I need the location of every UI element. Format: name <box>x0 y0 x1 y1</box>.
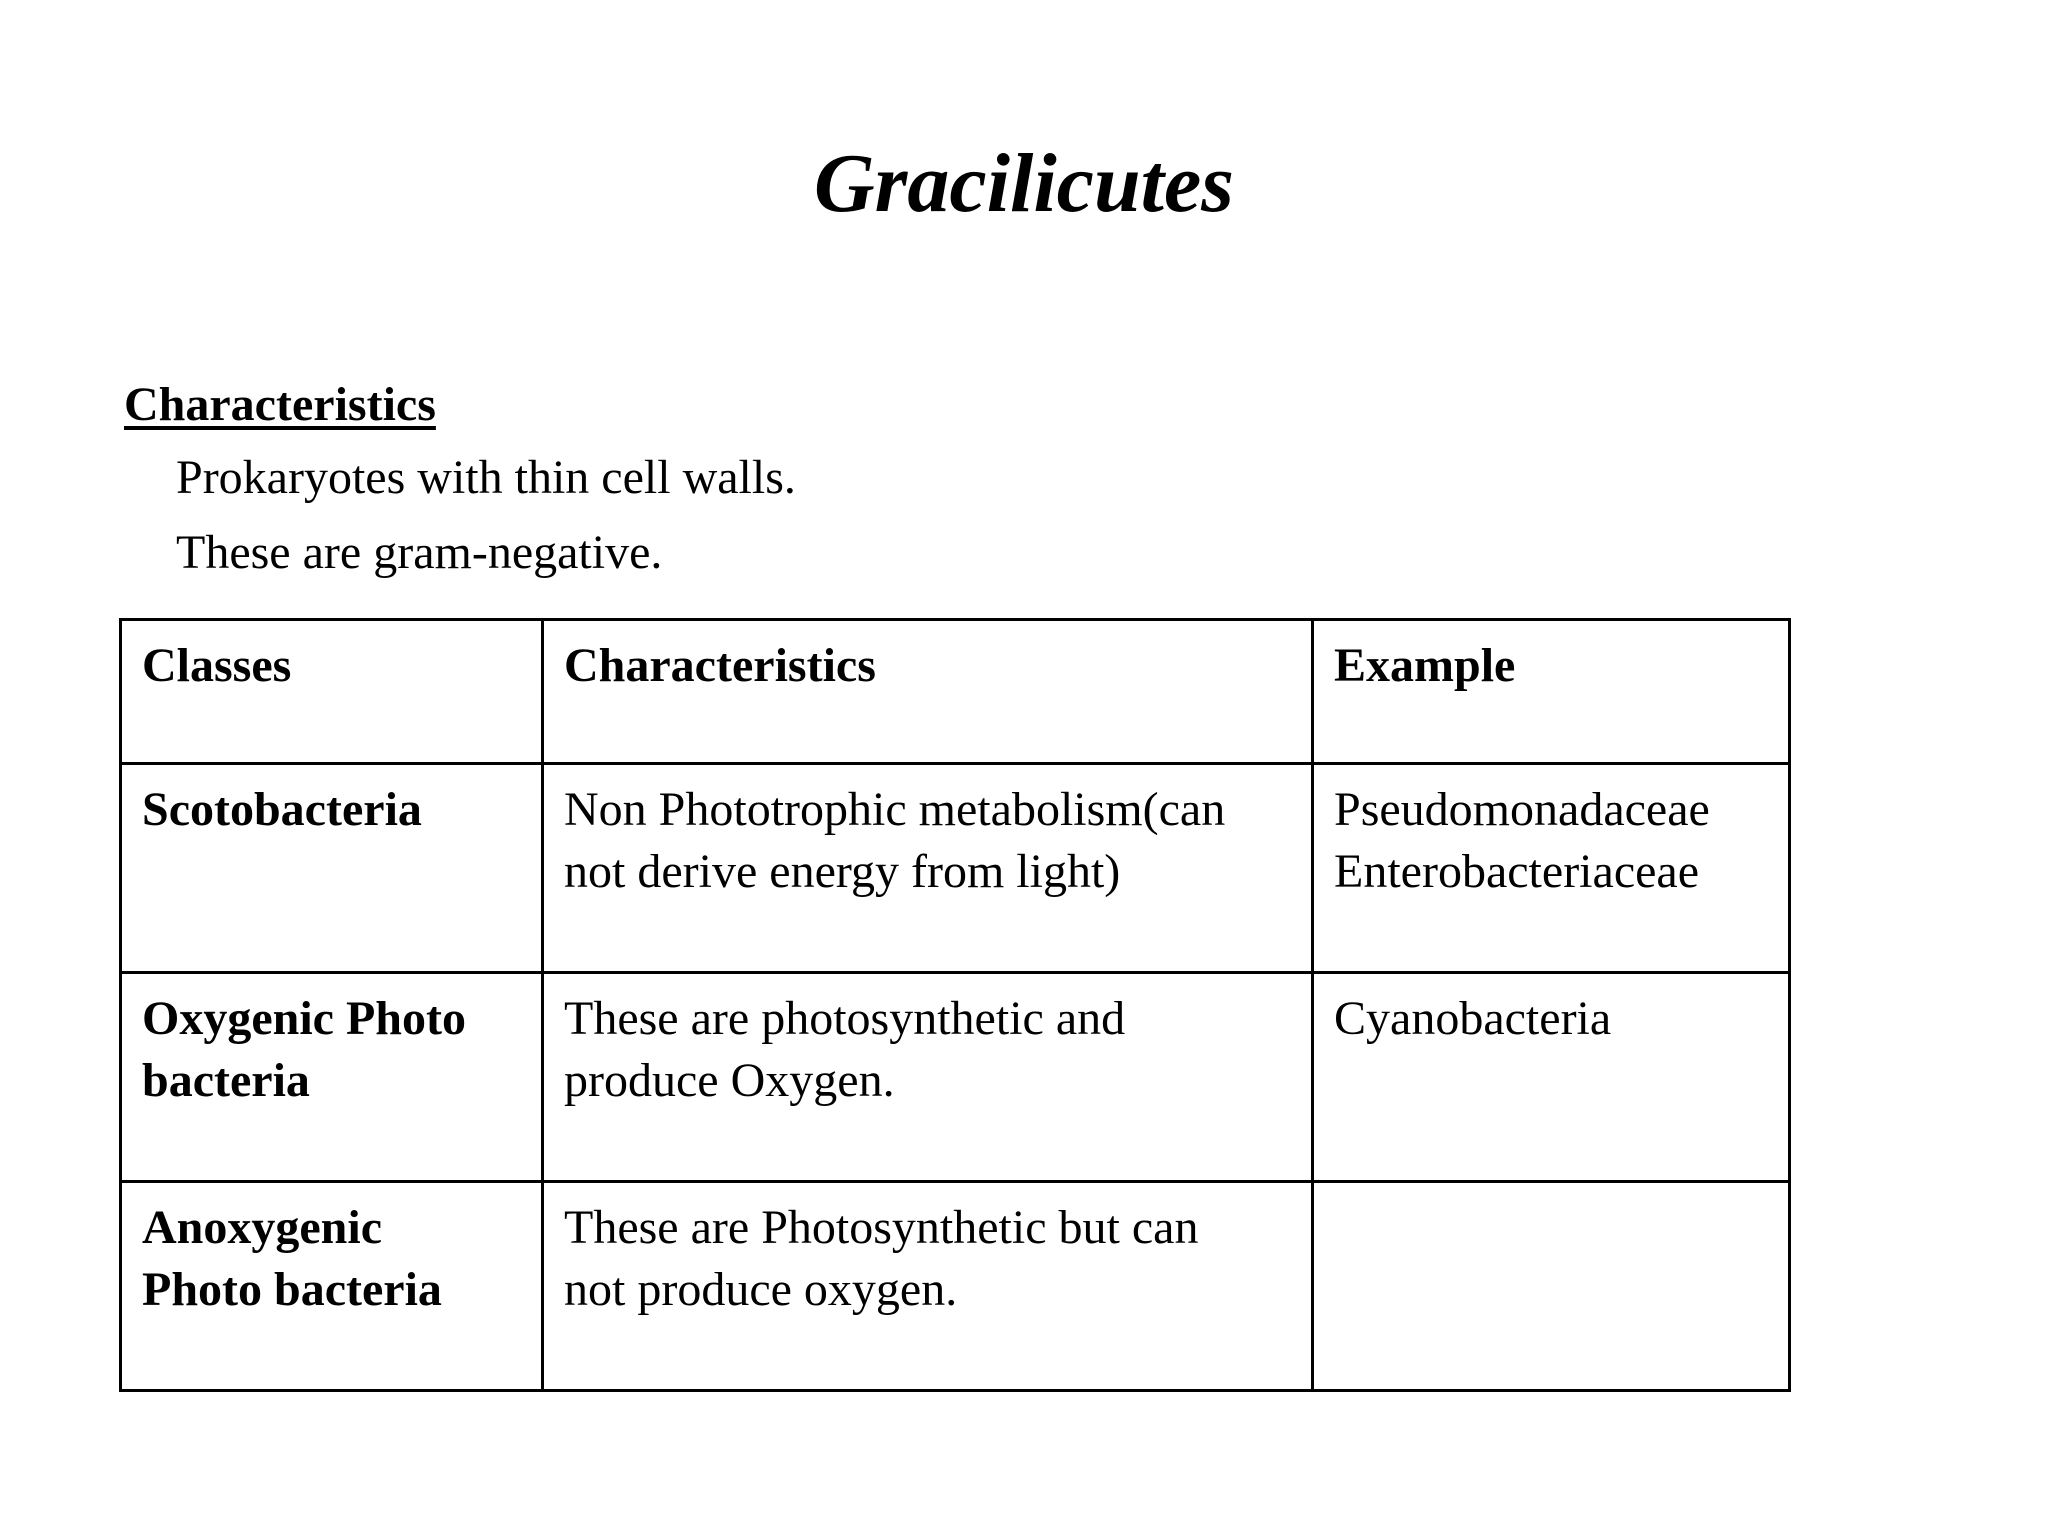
class-name: Photo bacteria <box>142 1263 442 1316</box>
characteristics-text: Non Phototrophic metabolism(can <box>564 783 1226 836</box>
class-name: Scotobacteria <box>142 783 422 836</box>
header-classes: Classes <box>121 620 543 764</box>
class-name: bacteria <box>142 1054 310 1107</box>
example-cell <box>1313 764 1790 973</box>
table-row <box>121 764 1790 973</box>
class-name: Anoxygenic <box>142 1201 382 1254</box>
characteristics-text: not produce oxygen. <box>564 1263 958 1316</box>
characteristics-cell <box>543 764 1313 973</box>
characteristics-text: These are Photosynthetic but can <box>564 1201 1199 1254</box>
example-cell <box>1313 973 1790 1182</box>
example-text: Pseudomonadaceae <box>1334 783 1710 836</box>
class-name: Oxygenic Photo <box>142 992 466 1045</box>
characteristics-text: produce Oxygen. <box>564 1054 895 1107</box>
characteristics-cell <box>543 1182 1313 1391</box>
example-text: Cyanobacteria <box>1334 992 1612 1045</box>
characteristics-cell <box>543 973 1313 1182</box>
table-header-row <box>121 620 1790 764</box>
intro-line-thin-walls: Prokaryotes with thin cell walls. <box>176 451 796 504</box>
slide-title: Gracilicutes <box>814 137 1234 230</box>
intro-line-gram-negative: These are gram-negative. <box>176 526 663 579</box>
header-characteristics: Characteristics <box>543 620 1313 764</box>
class-cell <box>121 764 543 973</box>
characteristics-heading: Characteristics <box>124 378 436 431</box>
characteristics-text: not derive energy from light) <box>564 845 1121 898</box>
class-cell <box>121 973 543 1182</box>
class-cell <box>121 1182 543 1391</box>
example-text: Enterobacteriaceae <box>1334 845 1700 898</box>
table-row <box>121 973 1790 1182</box>
example-cell-empty <box>1313 1182 1790 1391</box>
header-example: Example <box>1313 620 1790 764</box>
table-row <box>121 1182 1790 1391</box>
characteristics-text: These are photosynthetic and <box>564 992 1126 1045</box>
classes-table <box>119 618 1791 1392</box>
